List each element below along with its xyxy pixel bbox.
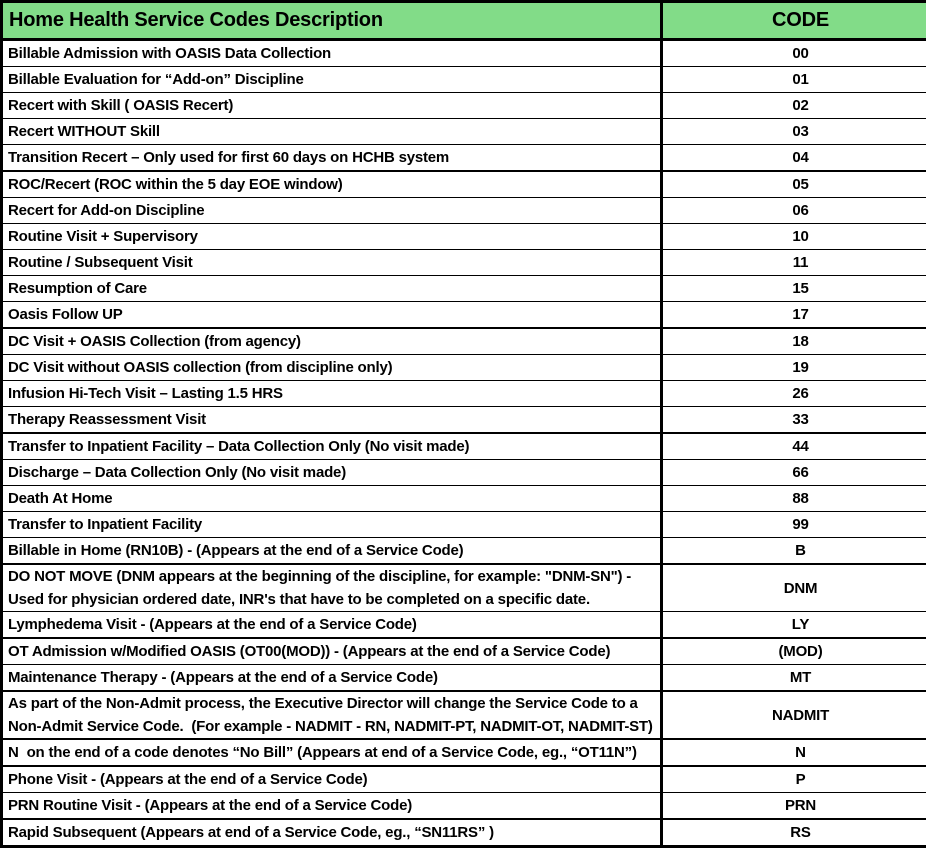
table-row: [2, 119, 926, 145]
code-cell: 02: [792, 97, 809, 114]
description-cell: Discharge – Data Collection Only (No visit made): [2, 460, 662, 486]
code-cell: 03: [792, 123, 809, 140]
description-cell: DC Visit without OASIS collection (from discipline only): [2, 355, 662, 381]
description-cell: Maintenance Therapy - (Appears at the end of a Service Code): [2, 665, 662, 692]
code-cell: 88: [792, 490, 809, 507]
table-row: [2, 67, 926, 93]
table-row: [2, 512, 926, 538]
description-cell: Routine / Subsequent Visit: [2, 250, 662, 276]
code-cell: 11: [792, 254, 809, 271]
description-cell: Infusion Hi-Tech Visit – Lasting 1.5 HRS: [2, 381, 662, 407]
description-cell: Death At Home: [2, 486, 662, 512]
description-cell: PRN Routine Visit - (Appears at the end of a Service Code): [2, 793, 662, 820]
table-row: [2, 145, 926, 172]
table-row: [2, 538, 926, 565]
code-cell: 66: [792, 464, 809, 481]
description-cell: Phone Visit - (Appears at the end of a Service Code): [2, 766, 662, 793]
code-cell: PRN: [784, 797, 817, 814]
code-cell: 06: [792, 202, 809, 219]
description-cell: Recert with Skill ( OASIS Recert): [2, 93, 662, 119]
code-cell: 19: [792, 359, 809, 376]
code-cell: 18: [792, 333, 809, 350]
description-cell: DO NOT MOVE (DNM appears at the beginning of the discipline, for example: "DNM-SN") - Used for physician ordered date, INR's that have to be completed on a specific date.: [2, 564, 662, 612]
table-row: [2, 691, 926, 739]
code-cell: 04: [792, 149, 809, 166]
description-cell: Lymphedema Visit - (Appears at the end of a Service Code): [2, 612, 662, 639]
code-cell: MT: [789, 669, 812, 686]
table-row: [2, 819, 926, 847]
code-cell: 01: [792, 71, 809, 88]
code-cell: 15: [792, 280, 809, 297]
description-cell: As part of the Non-Admit process, the Executive Director will change the Service Code to a Non-Admit Service Code. (For example - NADMIT - RN, NADMIT-PT, NADMIT-OT, NADMIT-ST): [2, 691, 662, 739]
table-row: [2, 766, 926, 793]
table-row: [2, 93, 926, 119]
table-row: [2, 486, 926, 512]
table-row: [2, 276, 926, 302]
table-row: [2, 739, 926, 766]
description-cell: N on the end of a code denotes “No Bill” (Appears at end of a Service Code, eg., “OT11N”): [2, 739, 662, 766]
code-cell: 26: [792, 385, 809, 402]
header-row: [2, 2, 926, 40]
description-cell: Resumption of Care: [2, 276, 662, 302]
table-row: [2, 355, 926, 381]
code-cell: NADMIT: [771, 706, 830, 724]
table-row: [2, 198, 926, 224]
table-row: [2, 40, 926, 67]
code-cell: B: [795, 542, 806, 559]
description-cell: Transfer to Inpatient Facility: [2, 512, 662, 538]
description-column-header: Home Health Service Codes Description: [2, 2, 662, 40]
table-body: [2, 40, 926, 847]
table-row: [2, 302, 926, 329]
table-row: [2, 638, 926, 665]
description-cell: Transfer to Inpatient Facility – Data Collection Only (No visit made): [2, 433, 662, 460]
code-cell: 05: [792, 176, 809, 193]
description-cell: Rapid Subsequent (Appears at end of a Service Code, eg., “SN11RS” ): [2, 819, 662, 847]
description-cell: Billable Admission with OASIS Data Collection: [2, 40, 662, 67]
description-cell: Billable Evaluation for “Add-on” Discipline: [2, 67, 662, 93]
description-cell: ROC/Recert (ROC within the 5 day EOE window): [2, 171, 662, 198]
code-cell: 33: [792, 411, 809, 428]
table-header: [2, 2, 926, 40]
description-cell: DC Visit + OASIS Collection (from agency): [2, 328, 662, 355]
table-row: [2, 224, 926, 250]
code-cell: 44: [792, 438, 809, 455]
table-row: [2, 612, 926, 639]
description-cell: Recert WITHOUT Skill: [2, 119, 662, 145]
code-column-header: CODE: [662, 2, 926, 40]
code-cell: 17: [792, 306, 809, 323]
table-row: [2, 460, 926, 486]
code-cell: 00: [792, 45, 809, 62]
table-row: [2, 250, 926, 276]
code-cell: P: [795, 771, 806, 788]
code-cell: 99: [792, 516, 809, 533]
table-row: [2, 407, 926, 434]
code-cell: (MOD): [778, 643, 823, 660]
table-row: [2, 381, 926, 407]
table-row: [2, 328, 926, 355]
table-row: [2, 665, 926, 692]
table-row: [2, 564, 926, 612]
description-cell: Oasis Follow UP: [2, 302, 662, 329]
code-cell: 10: [792, 228, 809, 245]
description-cell: Transition Recert – Only used for first 60 days on HCHB system: [2, 145, 662, 172]
code-cell: N: [795, 744, 806, 761]
description-cell: OT Admission w/Modified OASIS (OT00(MOD)) - (Appears at the end of a Service Code): [2, 638, 662, 665]
description-cell: Routine Visit + Supervisory: [2, 224, 662, 250]
description-cell: Recert for Add-on Discipline: [2, 198, 662, 224]
code-cell: DNM: [783, 579, 818, 597]
table-row: [2, 433, 926, 460]
description-cell: Billable in Home (RN10B) - (Appears at the end of a Service Code): [2, 538, 662, 565]
code-cell: RS: [790, 824, 811, 841]
table-row: [2, 171, 926, 198]
description-cell: Therapy Reassessment Visit: [2, 407, 662, 434]
code-cell: LY: [791, 616, 810, 633]
table-row: [2, 793, 926, 820]
